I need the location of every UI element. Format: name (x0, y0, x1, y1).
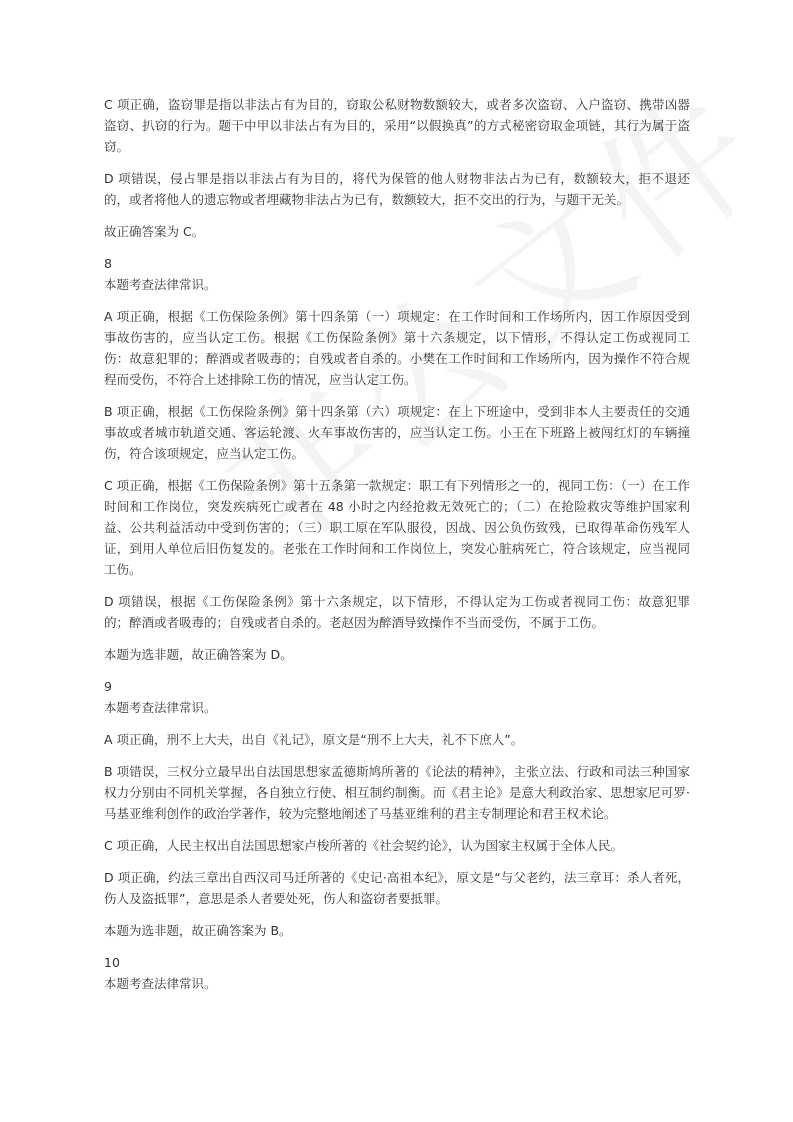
paragraph: 本题为选非题，故正确答案为 D。 (104, 647, 293, 662)
question-number: 9 (104, 679, 112, 694)
paragraph: C 项正确，根据《工伤保险条例》第十五条第一款规定：职工有下列情形之一的，视同工伤：（一）在工作时间和工作岗位，突发疾病死亡或者在 48 小时之内经抢救无效死亡的；（二）在抢险救灾等维护国家利益、公共利益活动中受到伤害的；（三）职工原在军队服役，因战、因公负伤致残，已取得革命伤残军人证，到用人单位后旧伤复发的。老张在工作时间和工作岗位上，突发心脏病死亡，符合该规定，应当视同工伤。 (104, 478, 690, 577)
paragraph: B 项错误，三权分立最早出自法国思想家孟德斯鸠所著的《论法的精神》，主张立法、行政和司法三种国家权力分别由不同机关掌握，各自独立行使、相互制约制衡。而《君主论》是意大利政治家、思想家尼可罗·马基亚维利创作的政治学著作，较为完整地阐述了马基亚维利的君主专制理论和君王权术论。 (104, 764, 690, 821)
question-number: 10 (104, 955, 120, 970)
paragraph: D 项错误，根据《工伤保险条例》第十六条规定，以下情形，不得认定为工伤或者视同工伤：故意犯罪的；醉酒或者吸毒的；自残或者自杀的。老赵因为醉酒导致操作不当而受伤，不属于工伤。 (104, 594, 690, 630)
paragraph: C 项正确，人民主权出自法国思想家卢梭所著的《社会契约论》，认为国家主权属于全体人民。 (104, 838, 623, 853)
paragraph: C 项正确，盗窃罪是指以非法占有为目的，窃取公私财物数额较大，或者多次盗窃、入户盗窃、携带凶器盗窃、扒窃的行为。题干中甲以非法占有为目的，采用“以假换真”的方式秘密窃取金项链，其行为属于盗窃。 (104, 97, 690, 154)
paragraph: B 项正确，根据《工伤保险条例》第十四条第（六）项规定：在上下班途中，受到非本人主要责任的交通事故或者城市轨道交通、客运轮渡、火车事故伤害的，应当认定工伤。小王在下班路上被闯红灯的车辆撞伤，符合该项规定，应当认定工伤。 (104, 404, 690, 461)
paragraph: 故正确答案为 C。 (104, 224, 205, 239)
paragraph: D 项错误，侵占罪是指以非法占有为目的，将代为保管的他人财物非法占为已有，数额较大，拒不退还的，或者将他人的遗忘物或者埋藏物非法占为已有，数额较大，拒不交出的行为，与题干无关。 (104, 171, 690, 207)
paragraph: 本题考查法律常识。 (104, 700, 217, 715)
paragraph: 本题考查法律常识。 (104, 277, 217, 292)
paragraph: 本题为选非题，故正确答案为 B。 (104, 923, 292, 938)
paragraph: A 项正确，根据《工伤保险条例》第十四条第（一）项规定：在工作时间和工作场所内，因工作原因受到事故伤害的，应当认定工伤。根据《工伤保险条例》第十六条规定，以下情形，不得认定工伤或视同工伤：故意犯罪的；醉酒或者吸毒的；自残或者自杀的。小樊在工作时间和工作场所内，因为操作不符合规程而受伤，不符合上述排除工伤的情况，应当认定工伤。 (104, 309, 690, 387)
paragraph: 本题考查法律常识。 (104, 976, 217, 991)
document-body (104, 94, 690, 1005)
question-number: 8 (104, 256, 112, 271)
paragraph: D 项正确，约法三章出自西汉司马迁所著的《史记·高祖本纪》，原文是“与父老约，法三章耳：杀人者死，伤人及盗抵罪”，意思是杀人者要处死，伤人和盗窃者要抵罪。 (104, 870, 690, 906)
paragraph: A 项正确，刑不上大夫，出自《礼记》，原文是“刑不上大夫，礼不下庶人”。 (104, 732, 524, 747)
